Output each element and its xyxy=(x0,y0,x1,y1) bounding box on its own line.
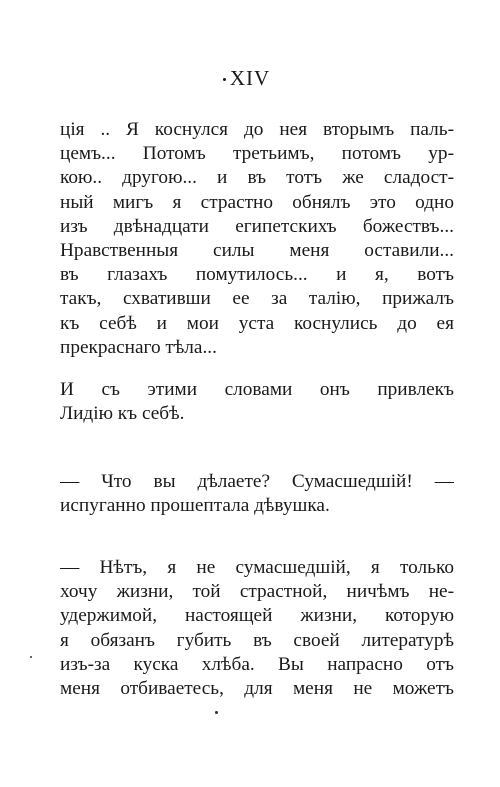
text-line: прекраснаго тѣла... xyxy=(60,336,217,358)
speck xyxy=(30,656,32,658)
text-line: Нравственныя силы меня оставили... xyxy=(60,240,454,262)
text-line: къ себѣ и мои уста коснулись до ея xyxy=(60,312,454,334)
text-line: ція .. Я коснулся до нея вторымъ паль- xyxy=(60,119,454,140)
paragraph-4 xyxy=(60,556,454,701)
text-line: въ глазахъ помутилось... и я, вотъ xyxy=(60,264,454,286)
text-line: цемъ... Потомъ третьимъ, потомъ ур- xyxy=(60,143,454,165)
text-line: испуганно прошептала дѣвушка. xyxy=(60,495,330,517)
text-line: изъ-за куска хлѣба. Вы напрасно отъ xyxy=(60,653,454,675)
paragraph-3 xyxy=(60,470,454,518)
page-number xyxy=(0,66,500,91)
paragraph-1 xyxy=(60,118,454,360)
text-line: такъ, схвативши ее за талію, прижалъ xyxy=(60,288,454,310)
text-line: Лидію къ себѣ. xyxy=(60,403,185,425)
text-line: И съ этими словами онъ привлекъ xyxy=(60,379,454,400)
page-number-dot xyxy=(223,78,226,81)
speck xyxy=(215,711,218,714)
text-line: удержимой, настоящей жизни, которую xyxy=(60,605,454,627)
text-line: меня отбиваетесь, для меня не можетъ xyxy=(60,678,454,700)
paragraph-2 xyxy=(60,378,454,426)
text-line: я обязанъ губить въ своей литературѣ xyxy=(60,629,454,651)
page-number-text: XIV xyxy=(229,66,271,90)
text-line: изъ двѣнадцати египетскихъ божествъ... xyxy=(60,215,454,237)
text-line: — Что вы дѣлаете? Сумасшедшій! — xyxy=(60,471,454,492)
text-line: кою.. другою... и въ тотъ же сладост- xyxy=(60,167,454,189)
text-line: хочу жизни, той страстной, ничѣмъ не- xyxy=(60,581,454,603)
text-line: — Нѣтъ, я не сумасшедшій, я только xyxy=(60,557,454,578)
text-line: ный мигъ я страстно обнялъ это одно xyxy=(60,191,454,213)
